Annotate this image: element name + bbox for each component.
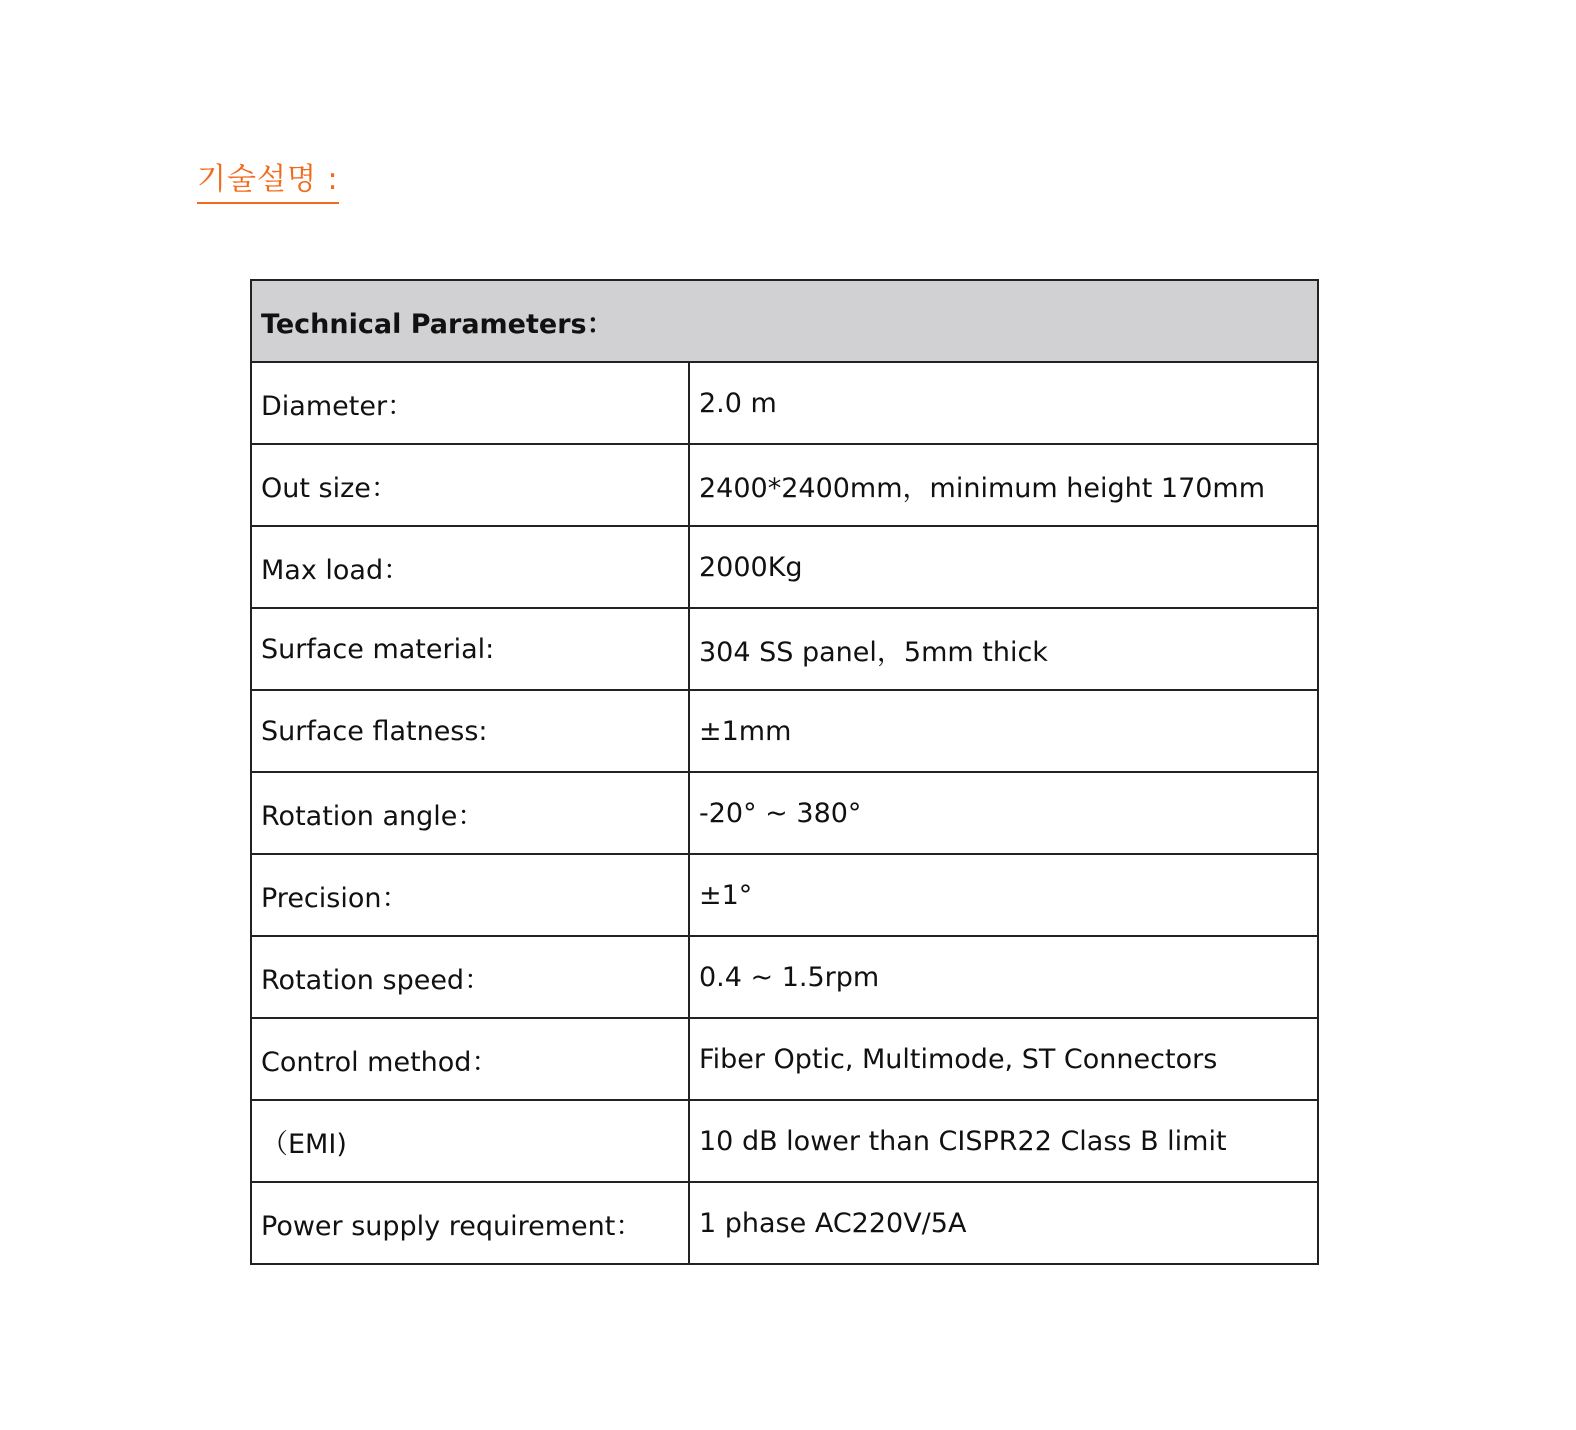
table-row — [251, 690, 1318, 772]
table-row — [251, 854, 1318, 936]
param-label: （EMI) — [251, 1100, 689, 1182]
param-value: 304 SS panel，5mm thick — [689, 608, 1318, 690]
table-row — [251, 1018, 1318, 1100]
param-value: 1 phase AC220V/5A — [689, 1182, 1318, 1264]
param-label: Max load： — [251, 526, 689, 608]
param-value: 10 dB lower than CISPR22 Class B limit — [689, 1100, 1318, 1182]
param-value: ±1mm — [689, 690, 1318, 772]
table-row — [251, 936, 1318, 1018]
technical-parameters-table — [250, 279, 1319, 1265]
param-label: Rotation angle： — [251, 772, 689, 854]
table-row — [251, 1182, 1318, 1264]
param-value: ±1° — [689, 854, 1318, 936]
param-label: Surface flatness: — [251, 690, 689, 772]
table-row — [251, 526, 1318, 608]
param-label: Precision： — [251, 854, 689, 936]
param-value: 0.4 ~ 1.5rpm — [689, 936, 1318, 1018]
table-row — [251, 608, 1318, 690]
param-label: Diameter： — [251, 362, 689, 444]
param-label: Power supply requirement： — [251, 1182, 689, 1264]
param-label: Control method： — [251, 1018, 689, 1100]
param-value: -20° ~ 380° — [689, 772, 1318, 854]
table-title: Technical Parameters： — [251, 280, 1318, 362]
param-value: 2000Kg — [689, 526, 1318, 608]
table-header-row — [251, 280, 1318, 362]
param-value: 2400*2400mm，minimum height 170mm — [689, 444, 1318, 526]
table-row — [251, 1100, 1318, 1182]
table-row — [251, 444, 1318, 526]
param-label: Surface material: — [251, 608, 689, 690]
table-row — [251, 772, 1318, 854]
param-label: Out size： — [251, 444, 689, 526]
section-heading: 기술설명 : — [197, 160, 339, 204]
param-value: 2.0 m — [689, 362, 1318, 444]
table-row — [251, 362, 1318, 444]
param-label: Rotation speed： — [251, 936, 689, 1018]
param-value: Fiber Optic, Multimode, ST Connectors — [689, 1018, 1318, 1100]
